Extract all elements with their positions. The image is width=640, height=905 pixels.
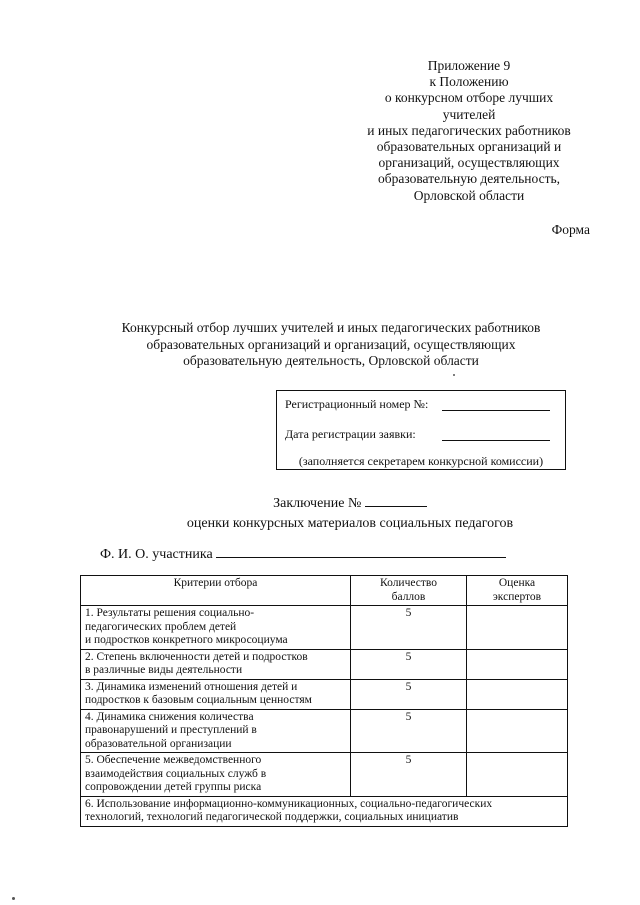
table-row-section <box>81 796 568 826</box>
criterion-cell: 4. Динамика снижения количества правонарушений и преступлений в образовательной организации <box>81 709 351 753</box>
rating-cell[interactable] <box>467 606 568 650</box>
appendix-line: и иных педагогических работников <box>367 122 571 138</box>
table-row <box>81 649 568 679</box>
title-line: образовательную деятельность, Орловской области <box>183 353 479 368</box>
document-title <box>80 320 582 370</box>
appendix-line: учителей <box>442 106 496 122</box>
scan-speck <box>453 374 455 376</box>
rating-cell[interactable] <box>467 649 568 679</box>
criterion-cell: 3. Динамика изменений отношения детей и подростков к базовым социальным ценностям <box>81 679 351 709</box>
table-row <box>81 753 568 797</box>
appendix-line: образовательных организаций и <box>376 139 562 155</box>
table-header-row <box>81 576 568 606</box>
points-cell: 5 <box>351 606 467 650</box>
rating-cell[interactable] <box>467 709 568 753</box>
criteria-table <box>80 575 568 827</box>
registration-date-field[interactable] <box>442 440 550 441</box>
participant-row <box>100 545 506 563</box>
participant-name-field[interactable] <box>216 545 506 558</box>
conclusion-number-field[interactable] <box>365 494 427 507</box>
criterion-cell: 2. Степень включенности детей и подростков в различные виды деятельности <box>81 649 351 679</box>
section-cell: 6. Использование информационно-коммуникационных, социально-педагогических технологий, технологий педагогической поддержки, социальных инициатив <box>81 796 568 826</box>
criterion-cell: 5. Обеспечение межведомственного взаимодействия социальных служб в сопровождении детей группы риска <box>81 753 351 797</box>
registration-date-label: Дата регистрации заявки: <box>285 427 416 441</box>
points-cell: 5 <box>351 709 467 753</box>
form-label: Форма <box>551 222 590 237</box>
points-header: Количество баллов <box>351 576 467 606</box>
appendix-line: о конкурсном отборе лучших <box>384 90 554 106</box>
points-cell: 5 <box>351 753 467 797</box>
rating-cell[interactable] <box>467 679 568 709</box>
points-cell: 5 <box>351 649 467 679</box>
conclusion-block <box>100 494 600 534</box>
appendix-line: Орловской области <box>413 187 525 203</box>
appendix-header <box>340 58 598 204</box>
table-row <box>81 679 568 709</box>
registration-number-label: Регистрационный номер №: <box>285 397 429 411</box>
appendix-line: образовательную деятельность, <box>377 171 560 187</box>
scan-speck <box>12 897 15 900</box>
criteria-header: Критерии отбора <box>81 576 351 606</box>
title-line: образовательных организаций и организаций, осуществляющих <box>146 336 516 352</box>
table-row <box>81 709 568 753</box>
points-cell: 5 <box>351 679 467 709</box>
registration-box <box>276 390 566 470</box>
appendix-line: Приложение 9 <box>427 58 511 73</box>
registration-number-field[interactable] <box>442 410 550 411</box>
appendix-line: к Положению <box>429 74 509 90</box>
rating-cell[interactable] <box>467 753 568 797</box>
conclusion-heading: Заключение № <box>273 496 362 511</box>
criterion-cell: 1. Результаты решения социально- педагогических проблем детей и подростков конкретного микросоциума <box>81 606 351 650</box>
table-row <box>81 606 568 650</box>
participant-label: Ф. И. О. участника <box>100 547 213 562</box>
title-line: Конкурсный отбор лучших учителей и иных педагогических работников <box>121 320 541 335</box>
appendix-line: организаций, осуществляющих <box>378 155 560 171</box>
rating-header: Оценка экспертов <box>467 576 568 606</box>
registration-note: (заполняется секретарем конкурсной комиссии) <box>298 454 544 468</box>
conclusion-subheading: оценки конкурсных материалов социальных педагогов <box>186 516 514 531</box>
